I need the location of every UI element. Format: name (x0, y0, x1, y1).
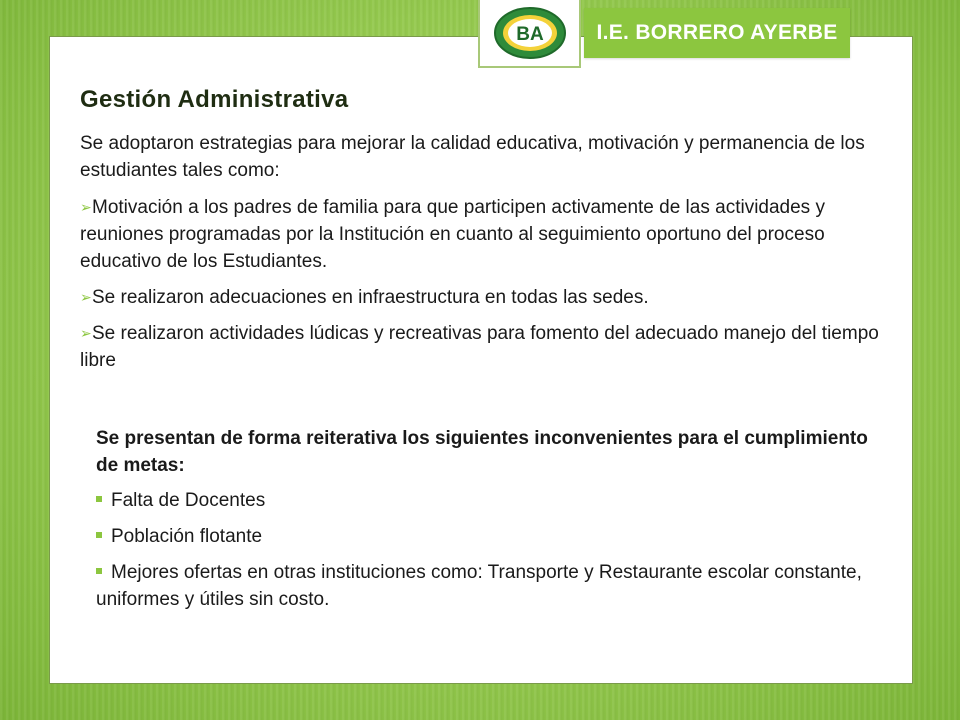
issues-heading: Se presentan de forma reiterativa los siguientes inconvenientes para el cumplimiento de metas: (96, 428, 868, 476)
list-item (96, 487, 886, 514)
arrow-bullet-icon: ➢ (80, 325, 92, 341)
logo-letters: BA (515, 24, 544, 45)
list-item-text: Población flotante (111, 526, 263, 547)
main-content (80, 130, 880, 383)
list-item-text: Motivación a los padres de familia para que participen activamente de las actividades y reuniones programadas por la Institución en cuanto al seguimiento oportuno del proceso educativo de los Estudiantes. (80, 197, 825, 272)
list-item (80, 194, 880, 275)
institution-name: I.E. BORRERO AYERBE (596, 21, 838, 44)
intro-paragraph: Se adoptaron estrategias para mejorar la calidad educativa, motivación y permanencia de los estudiantes tales como: (80, 133, 865, 181)
list-item (96, 559, 886, 613)
list-item-text: Mejores ofertas en otras instituciones como: Transporte y Restaurante escolar constante, uniformes y útiles sin costo. (96, 562, 862, 610)
school-crest-icon (492, 5, 568, 61)
issues-section (96, 425, 886, 622)
page-title: Gestión Administrativa (80, 86, 349, 113)
school-logo (478, 0, 581, 68)
list-item-text: Falta de Docentes (111, 490, 266, 511)
list-item (80, 320, 880, 374)
square-bullet-icon (96, 496, 102, 502)
arrow-bullet-icon: ➢ (80, 289, 92, 305)
list-item-text: Se realizaron adecuaciones en infraestructura en todas las sedes. (92, 287, 649, 308)
arrow-bullet-icon: ➢ (80, 199, 92, 215)
list-item-text: Se realizaron actividades lúdicas y recreativas para fomento del adecuado manejo del tiempo libre (80, 323, 879, 371)
square-bullet-icon (96, 568, 102, 574)
list-item (80, 284, 880, 311)
list-item (96, 523, 886, 550)
institution-badge (584, 8, 850, 58)
square-bullet-icon (96, 532, 102, 538)
